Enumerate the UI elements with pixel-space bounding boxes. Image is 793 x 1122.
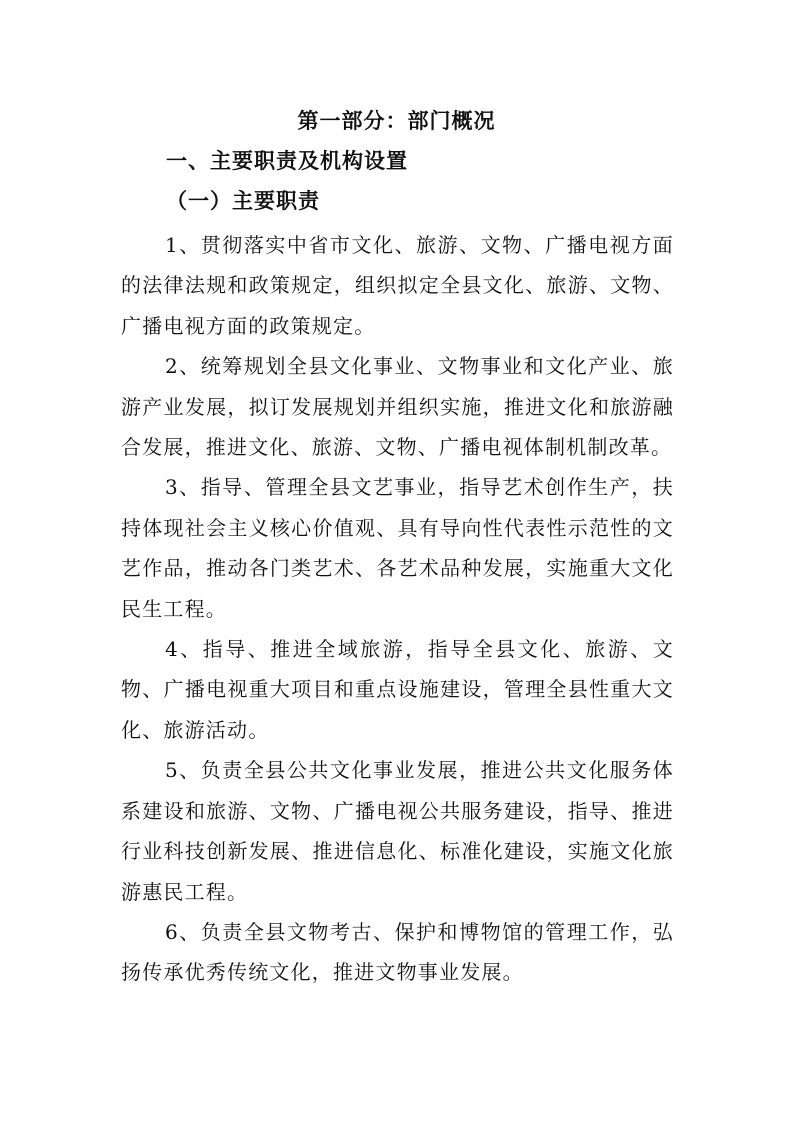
duty-paragraph-5: 5、负责全县公共文化事业发展，推进公共文化服务体系建设和旅游、文物、广播电视公共服务建设，指导、推进行业科技创新发展、推进信息化、标准化建设，实施文化旅游惠民工程。 — [121, 758, 674, 904]
section-title: 一、主要职责及机构设置 — [166, 149, 408, 173]
subsection-title: （一）主要职责 — [166, 188, 320, 213]
duty-paragraph-6: 6、负责全县文物考古、保护和博物馆的管理工作，弘扬传承优秀传统文化，推进文物事业发展。 — [121, 919, 674, 985]
duty-paragraph-3: 3、指导、管理全县文艺事业，指导艺术创作生产，扶持体现社会主义核心价值观、具有导向性代表性示范性的文艺作品，推动各门类艺术、各艺术品种发展，实施重大文化民生工程。 — [121, 475, 674, 621]
duty-paragraph-1: 1、贯彻落实中省市文化、旅游、文物、广播电视方面的法律法规和政策规定，组织拟定全县文化、旅游、文物、广播电视方面的政策规定。 — [121, 233, 674, 338]
duty-paragraph-4: 4、指导、推进全域旅游，指导全县文化、旅游、文物、广播电视重大项目和重点设施建设，管理全县性重大文化、旅游活动。 — [121, 637, 674, 742]
duties-list — [121, 225, 674, 993]
duty-paragraph-2: 2、统筹规划全县文化事业、文物事业和文化产业、旅游产业发展，拟订发展规划并组织实施，推进文化和旅游融合发展，推进文化、旅游、文物、广播电视体制机制改革。 — [121, 354, 674, 460]
part-title: 第一部分：部门概况 — [297, 109, 496, 133]
